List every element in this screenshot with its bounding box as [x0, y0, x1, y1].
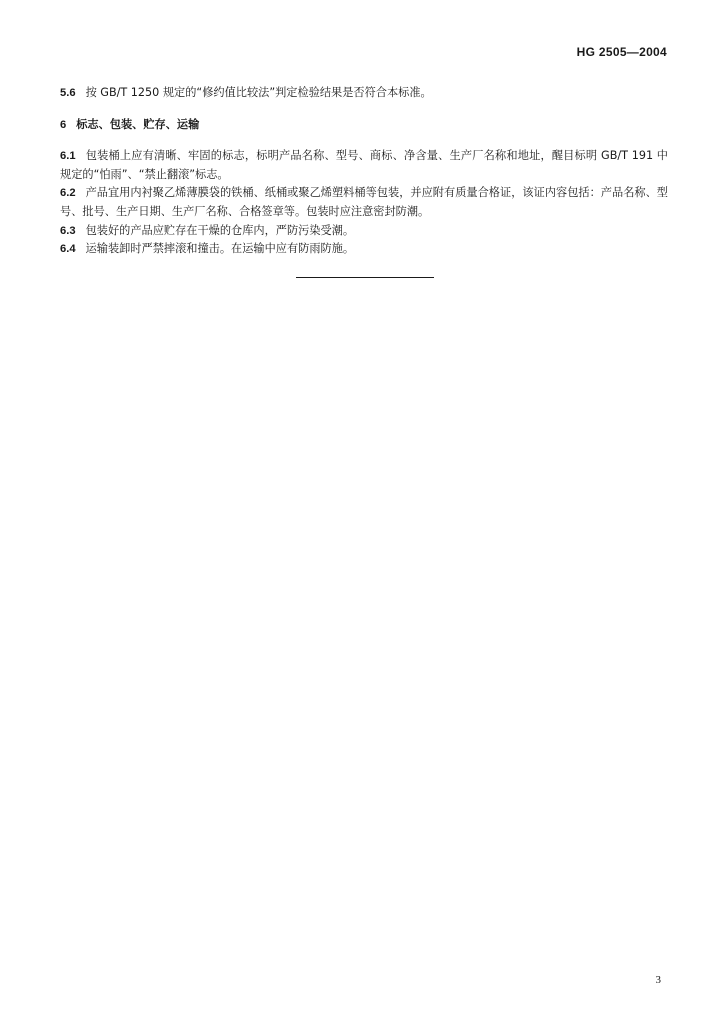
clause-6-2 [60, 184, 668, 221]
standard-code-header: HG 2505—2004 [576, 45, 667, 59]
clause-text: 按 GB/T 1250 规定的“修约值比较法”判定检验结果是否符合本标准。 [85, 86, 432, 99]
clause-5-6 [60, 84, 668, 103]
clause-number: 5.6 [60, 87, 76, 99]
clause-number: 6.3 [60, 224, 76, 237]
page-number: 3 [655, 974, 661, 986]
document-body [60, 84, 668, 259]
clause-6-4 [60, 240, 668, 259]
clause-text: 运输装卸时严禁摔滚和撞击。在运输中应有防雨防施。 [85, 242, 355, 256]
section-heading-6 [60, 116, 668, 135]
clause-number: 6.4 [60, 243, 76, 256]
clause-6-1 [60, 147, 668, 184]
end-of-text-rule [296, 277, 434, 278]
clause-6-3 [60, 222, 668, 241]
clause-number: 6.2 [60, 187, 76, 200]
section-title: 标志、包装、贮存、运输 [76, 117, 200, 131]
clause-text: 产品宜用内衬聚乙烯薄膜袋的铁桶、纸桶或聚乙烯塑料桶等包装，并应附有质量合格证，该证内容包括：产品名称、型号、批号、生产日期、生产厂名称、合格签章等。包装时应注意密封防潮。 [60, 186, 668, 218]
clause-text: 包装好的产品应贮存在干燥的仓库内，严防污染受潮。 [85, 223, 355, 237]
clause-number: 6.1 [60, 150, 76, 163]
section-number: 6 [60, 118, 67, 131]
clause-text: 包装桶上应有清晰、牢固的标志，标明产品名称、型号、商标、净含量、生产厂名称和地址，醒目标明 GB/T 191 中规定的“怕雨”、“禁止翻滚”标志。 [60, 149, 668, 181]
